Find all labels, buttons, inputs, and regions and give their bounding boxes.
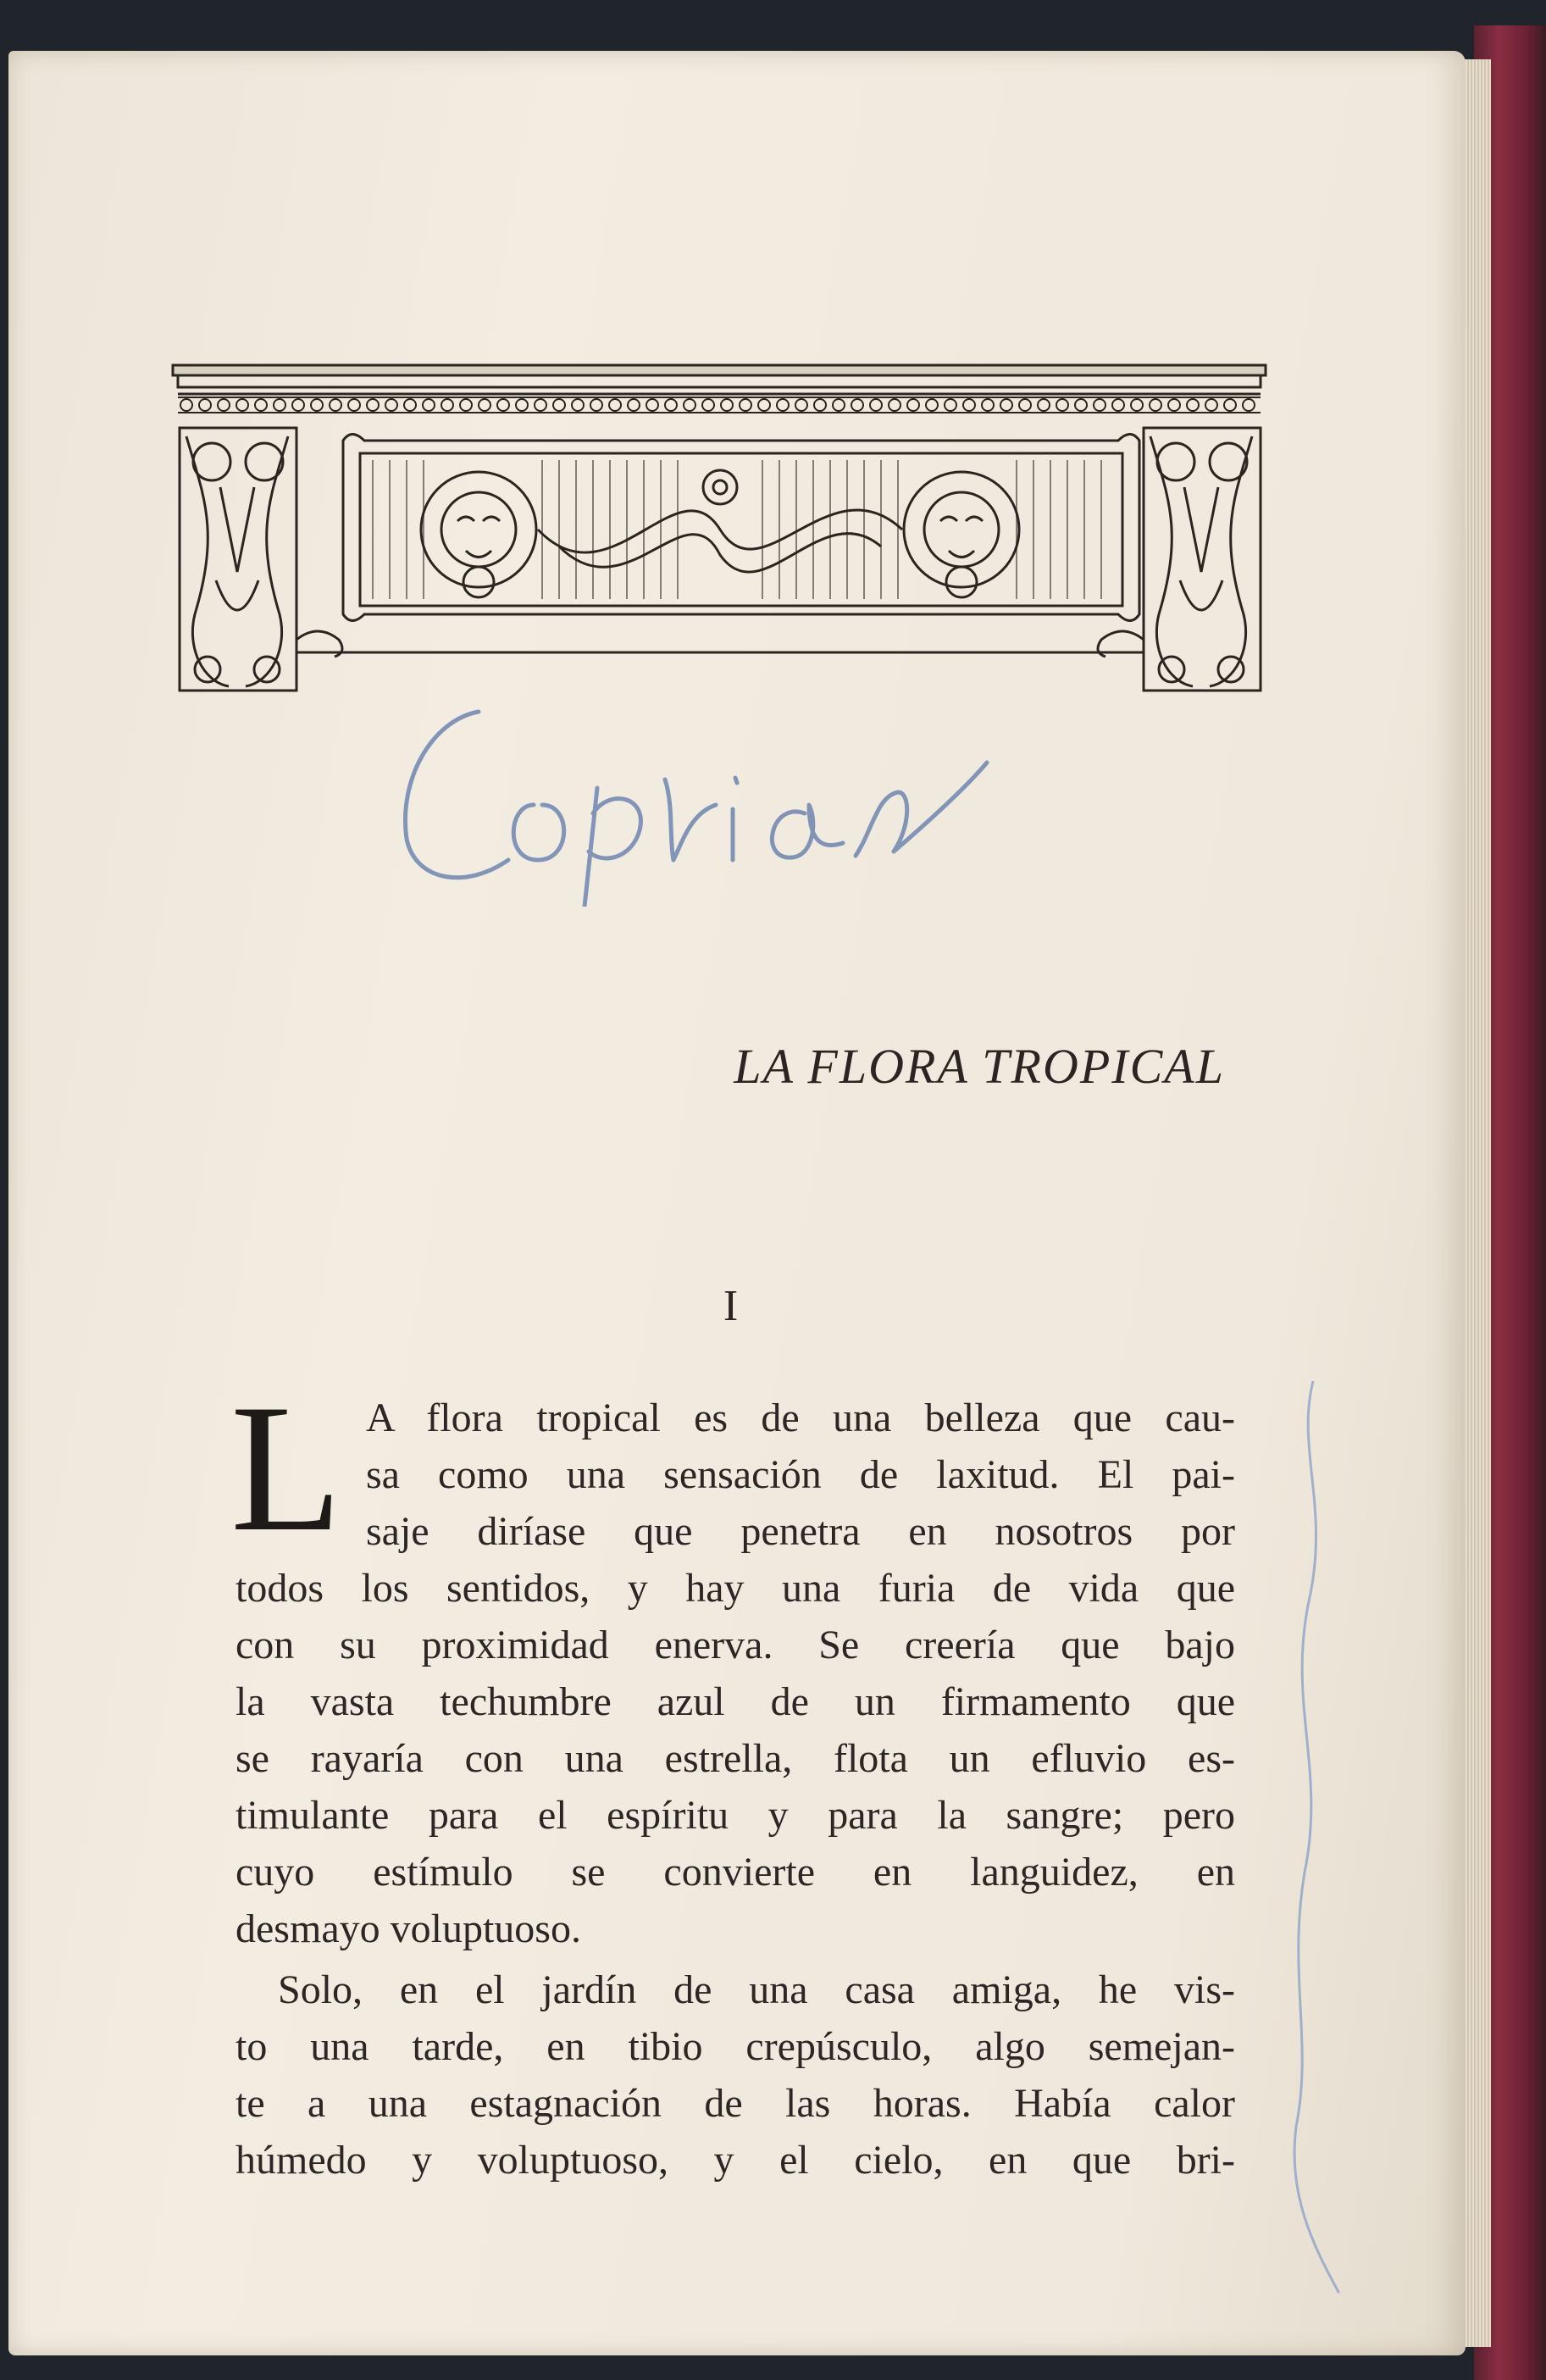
text-line: la vasta techumbre azul de un firmamento que [236,1679,1235,1724]
moulding-egg [1112,399,1124,411]
moulding-egg [1019,399,1031,411]
moulding-egg [330,399,341,411]
moulding-egg [628,399,640,411]
moulding-egg [851,399,863,411]
drop-cap: L [230,1367,342,1569]
moulding-egg [590,399,602,411]
text-line: con su proximidad enerva. Se creería que bajo [236,1623,1235,1667]
moulding-egg [870,399,882,411]
handwritten-pencil-note [381,678,1042,907]
moulding-egg [404,399,416,411]
moulding-egg [1056,399,1068,411]
moulding-egg [553,399,565,411]
moulding-egg [758,399,770,411]
moulding-egg [926,399,938,411]
text-line: húmedo y voluptuoso, y el cielo, en que bri- [236,2138,1235,2183]
text-line: te a una estagnación de las horas. Había calor [236,2081,1235,2126]
text-line: saje diríase que penetra en nosotros por [365,1509,1235,1554]
moulding-egg [1038,399,1050,411]
moulding-egg [889,399,900,411]
moulding-egg [218,399,230,411]
moulding-egg [441,399,453,411]
book-page [8,51,1466,2355]
text-line: se rayaría con una estrella, flota un efluvio es- [236,1736,1235,1781]
moulding-egg [460,399,472,411]
moulding-egg [1168,399,1180,411]
moulding-egg [292,399,304,411]
moulding-egg [795,399,807,411]
moulding-egg [609,399,621,411]
moulding-egg [1094,399,1105,411]
moulding-egg [1150,399,1161,411]
moulding-egg [1243,399,1255,411]
moulding-egg [236,399,248,411]
moulding-egg [385,399,397,411]
moulding-egg [311,399,323,411]
moulding-egg [516,399,528,411]
text-line: cuyo estímulo se convierte en languidez, en [236,1850,1235,1895]
moulding-egg [1000,399,1012,411]
text-line: sa como una sensación de laxitud. El pai- [365,1452,1235,1497]
moulding-egg [740,399,751,411]
text-line: to una tarde, en tibio crepúsculo, algo semejan- [236,2024,1235,2069]
moulding-egg [367,399,379,411]
moulding-egg [982,399,994,411]
moulding-egg [684,399,695,411]
moulding-egg [274,399,285,411]
moulding-egg [963,399,975,411]
section-number: I [723,1282,739,1330]
moulding-egg [907,399,919,411]
moulding-egg [702,399,714,411]
moulding-egg [535,399,546,411]
moulding-egg [199,399,211,411]
ornamental-headpiece [169,360,1271,703]
moulding-egg [814,399,826,411]
moulding-egg [945,399,956,411]
pencil-margin-line [1262,1381,1381,2296]
text-line: timulante para el espíritu y para la sangre; pero [236,1793,1235,1838]
moulding-egg [777,399,789,411]
moulding-egg [180,399,192,411]
moulding-egg [572,399,584,411]
moulding-egg [497,399,509,411]
moulding-egg [479,399,490,411]
moulding-egg [1205,399,1217,411]
text-line: Solo, en el jardín de una casa amiga, he vis- [278,1967,1235,2012]
text-line: todos los sentidos, y hay una furia de vida que [236,1566,1235,1611]
moulding-egg [255,399,267,411]
paragraph-2 [236,1961,1235,2189]
moulding-egg [423,399,435,411]
text-line: A flora tropical es de una belleza que cau- [365,1395,1235,1440]
moulding-egg [348,399,360,411]
moulding-egg [833,399,845,411]
moulding-egg [721,399,733,411]
moulding-egg [1224,399,1236,411]
text-line: desmayo voluptuoso. [236,1906,581,1951]
moulding-egg [646,399,658,411]
moulding-egg [1131,399,1143,411]
moulding-egg [1187,399,1199,411]
paragraph-1 [230,1367,1235,1957]
chapter-title: LA FLORA TROPICAL [734,1039,1225,1094]
moulding-egg [1075,399,1087,411]
moulding-egg [665,399,677,411]
